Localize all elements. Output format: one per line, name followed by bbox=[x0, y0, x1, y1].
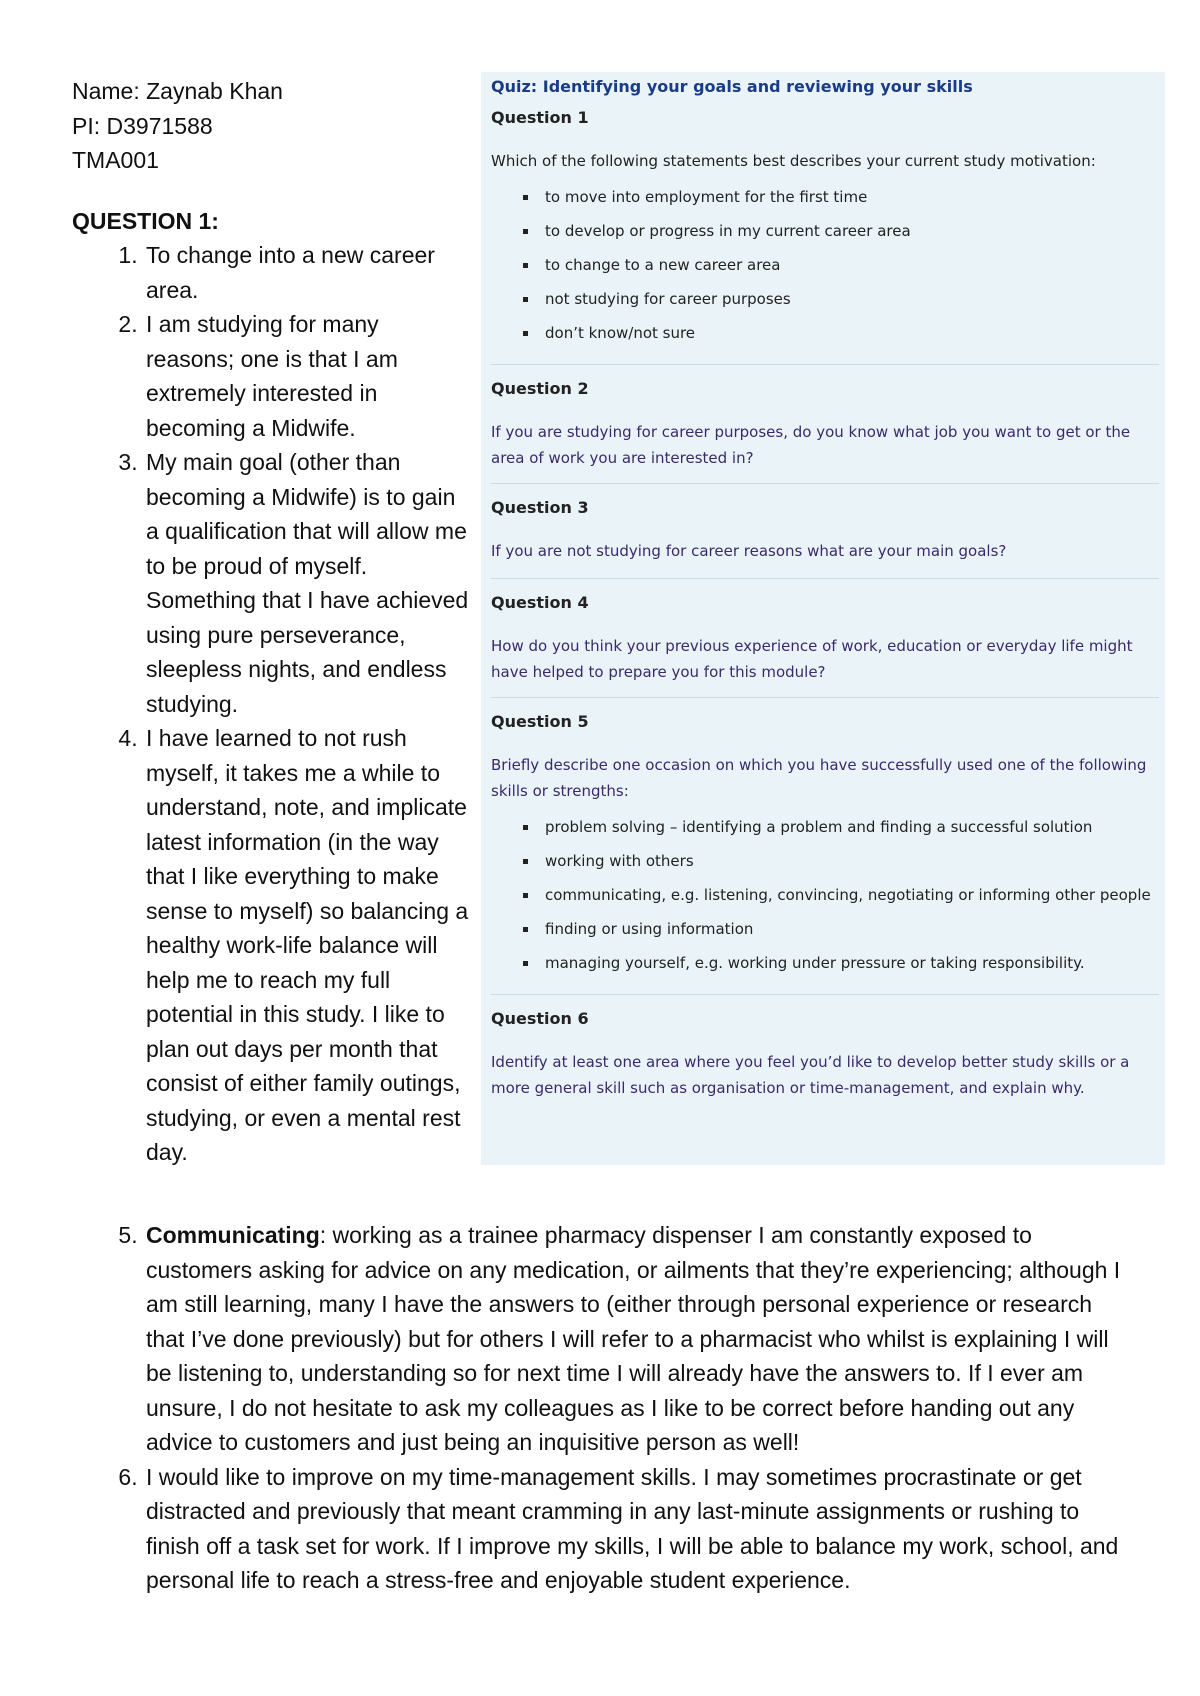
question-2-heading: Question 2 bbox=[491, 379, 589, 398]
answers-list-continued bbox=[72, 1218, 1132, 1598]
answers-list bbox=[72, 238, 472, 1170]
answer-5-text: : working as a trainee pharmacy dispenser I am constantly exposed to customers asking for advice on any medication, or ailments that they’re experiencing; although I am still learning, many I have the answers to (either through personal experience or research that I’ve done previously) but for others I will refer to a pharmacist who whilst is explaining I will be listening to, understanding so for next time I will already have the answers to. If I ever am unsure, I do not hesitate to ask my colleagues as I like to be correct before handing out any advice to customers and just being an inquisitive person as well! bbox=[146, 1222, 1121, 1455]
quiz-question-1 bbox=[491, 106, 1159, 365]
question-1-options bbox=[491, 180, 1159, 350]
option-item: don’t know/not sure bbox=[545, 316, 1159, 350]
question-2-text: If you are studying for career purposes, do you know what job you want to get or the area of work you are interested in? bbox=[491, 423, 1131, 467]
option-item: finding or using information bbox=[545, 912, 1159, 946]
quiz-question-3 bbox=[491, 496, 1159, 579]
option-item: working with others bbox=[545, 844, 1159, 878]
question-6-heading: Question 6 bbox=[491, 1009, 589, 1028]
student-name: Name: Zaynab Khan bbox=[72, 78, 283, 104]
quiz-question-2 bbox=[491, 377, 1159, 484]
question-6-text: Identify at least one area where you feel you’d like to develop better study skills or a more general skill such as organisation or time-management, and explain why. bbox=[491, 1053, 1130, 1097]
quiz-title: Quiz: Identifying your goals and reviewing your skills bbox=[491, 77, 973, 96]
question-1-text: Which of the following statements best describes your current study motivation: bbox=[491, 152, 1096, 170]
question-5-text: Briefly describe one occasion on which you have successfully used one of the following skills or strengths: bbox=[491, 756, 1147, 800]
question-5-options bbox=[491, 810, 1159, 980]
question-3-text: If you are not studying for career reasons what are your main goals? bbox=[491, 542, 1007, 560]
quiz-panel bbox=[481, 72, 1165, 1165]
option-item: communicating, e.g. listening, convincing, negotiating or informing other people bbox=[545, 878, 1159, 912]
answer-5-label: Communicating bbox=[146, 1222, 320, 1248]
option-item: problem solving – identifying a problem and finding a successful solution bbox=[545, 810, 1159, 844]
option-item: managing yourself, e.g. working under pressure or taking responsibility. bbox=[545, 946, 1159, 980]
quiz-question-4 bbox=[491, 591, 1159, 698]
option-item: to move into employment for the first time bbox=[545, 180, 1159, 214]
answer-1: 1. To change into a new career area. bbox=[144, 238, 472, 307]
question-3-heading: Question 3 bbox=[491, 498, 589, 517]
question-4-heading: Question 4 bbox=[491, 593, 589, 612]
answer-2: 2. I am studying for many reasons; one is that I am extremely interested in becoming a Midwife. bbox=[144, 307, 472, 445]
quiz-question-5 bbox=[491, 710, 1159, 995]
question-4-text: How do you think your previous experience of work, education or everyday life might have helped to prepare you for this module? bbox=[491, 637, 1133, 681]
question-heading: QUESTION 1: bbox=[72, 207, 219, 234]
student-pi: PI: D3971588 bbox=[72, 112, 213, 139]
question-5-heading: Question 5 bbox=[491, 712, 589, 731]
option-item: to develop or progress in my current career area bbox=[545, 214, 1159, 248]
assignment-code: TMA001 bbox=[72, 147, 159, 173]
answer-4: 4. I have learned to not rush myself, it takes me a while to understand, note, and implicate latest information (in the way that I like everything to make sense to myself) so balancing a healthy work-life balance will help me to reach my full potential in this study. I like to plan out days per month that consist of either family outings, studying, or even a mental rest day. bbox=[144, 721, 472, 1170]
question-1-heading: Question 1 bbox=[491, 108, 589, 127]
answers-column bbox=[72, 74, 472, 1170]
answers-continuation bbox=[72, 1218, 1132, 1598]
option-item: to change to a new career area bbox=[545, 248, 1159, 282]
option-item: not studying for career purposes bbox=[545, 282, 1159, 316]
answer-6: 6. I would like to improve on my time-management skills. I may sometimes procrastinate or get distracted and previously that meant cramming in any last-minute assignments or rushing to finish off a task set for work. If I improve my skills, I will be able to balance my work, school, and personal life to reach a stress-free and enjoyable student experience. bbox=[144, 1460, 1132, 1598]
quiz-question-6 bbox=[491, 1007, 1159, 1113]
answer-3: 3. My main goal (other than becoming a Midwife) is to gain a qualification that will allow me to be proud of myself. Something that I have achieved using pure perseverance, sleepless nights, and endless studying. bbox=[144, 445, 472, 721]
answer-5 bbox=[144, 1218, 1132, 1460]
